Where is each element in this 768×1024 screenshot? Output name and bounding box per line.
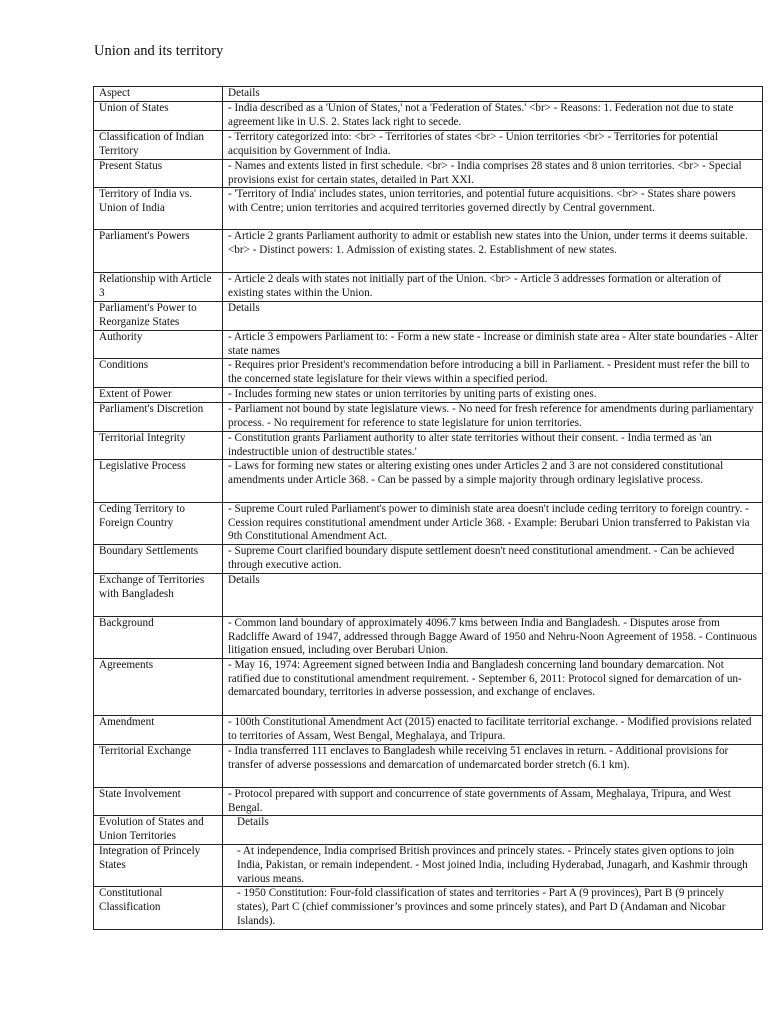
table-row — [94, 131, 763, 160]
cell-details: - 'Territory of India' includes states, union territories, and potential future acquisitions. <br> - States share powers with Centre; union territories and acquired territories governed directly by Central government. — [223, 188, 763, 230]
cell-aspect: Legislative Process — [94, 460, 223, 503]
cell-details: - Names and extents listed in first schedule. <br> - India comprises 28 states and 8 union territories. <br> - Special provisions exist for certain states, detailed in Part XXI. — [223, 160, 763, 188]
cell-details: - May 16, 1974: Agreement signed between India and Bangladesh concerning land boundary demarcation. Not ratified due to constitutional amendment requirement. - September 6, 2011: Protocol signed for demarcation of un-demarcated boundary, territories in adverse possession, and exchange of enclaves. — [223, 659, 763, 716]
cell-details: - India transferred 111 enclaves to Bangladesh while receiving 51 enclaves in return. - Additional provisions for transfer of adverse possessions and demarcation of undemarcated border stretch (6.1 km). — [223, 745, 763, 788]
table-row — [94, 545, 763, 574]
table-row — [94, 431, 763, 459]
section-header-row — [94, 302, 763, 331]
cell-details: - Supreme Court ruled Parliament's power to diminish state area doesn't include ceding territory to foreign country. - Cession requires constitutional amendment under Article 368. - Example: Berubari Union transferred to Pakistan via 9th Constitutional Amendment Act. — [223, 503, 763, 545]
table-row — [94, 887, 763, 930]
table-row — [94, 102, 763, 131]
cell-aspect: Ceding Territory to Foreign Country — [94, 503, 223, 545]
cell-aspect: Present Status — [94, 160, 223, 188]
cell-aspect: Extent of Power — [94, 388, 223, 403]
table-row — [94, 230, 763, 273]
cell-aspect: Boundary Settlements — [94, 545, 223, 574]
table-row — [94, 617, 763, 659]
cell-aspect: Agreements — [94, 659, 223, 716]
cell-aspect: State Involvement — [94, 788, 223, 816]
table-row — [94, 402, 763, 431]
section-details-label: Details — [223, 816, 763, 845]
details-table — [93, 86, 763, 930]
section-title: Evolution of States and Union Territories — [94, 816, 223, 845]
cell-details: - 1950 Constitution: Four-fold classification of states and territories - Part A (9 provinces), Part B (9 princely states), Part C (chief commissioner’s provinces and some princely states), and Part D (Andaman and Nicobar Islands). — [223, 887, 763, 930]
cell-details: - Article 2 grants Parliament authority to admit or establish new states into the Union, under terms it deems suitable. <br> - Distinct powers: 1. Admission of existing states. 2. Establishment of new states. — [223, 230, 763, 273]
cell-details: - Article 3 empowers Parliament to: - Form a new state - Increase or diminish state area - Alter state boundaries - Alter state names — [223, 331, 763, 359]
table-row — [94, 273, 763, 302]
cell-details: - Territory categorized into: <br> - Territories of states <br> - Union territories <br> - Territories for potential acquisition by Government of India. — [223, 131, 763, 160]
section-title: Parliament's Power to Reorganize States — [94, 302, 223, 331]
cell-details: - Protocol prepared with support and concurrence of state governments of Assam, Meghalaya, Tripura, and West Bengal. — [223, 788, 763, 816]
table-row — [94, 160, 763, 188]
table-row — [94, 745, 763, 788]
cell-details: - At independence, India comprised British provinces and princely states. - Princely states given options to join India, Pakistan, or remain independent. - Most joined India, including Hyderabad, Junagarh, and Kashmir through various means. — [223, 845, 763, 887]
cell-details: - Parliament not bound by state legislature views. - No need for fresh reference for amendments during parliamentary process. - No requirement for reference to state legislature for union territories. — [223, 402, 763, 431]
section-title: Exchange of Territories with Bangladesh — [94, 574, 223, 617]
cell-aspect: Integration of Princely States — [94, 845, 223, 887]
cell-details: - Common land boundary of approximately 4096.7 kms between India and Bangladesh. - Disputes arose from Radcliffe Award of 1947, addressed through Bagge Award of 1950 and Nehru-Noon Agreement of 1958. - Continuous litigation ensued, including over Berubari Union. — [223, 617, 763, 659]
cell-details: - Constitution grants Parliament authority to alter state territories without their consent. - India termed as 'an indestructible union of destructible states.' — [223, 431, 763, 459]
column-header-details: Details — [223, 87, 763, 102]
cell-aspect: Relationship with Article 3 — [94, 273, 223, 302]
table-row — [94, 388, 763, 403]
cell-details: - Laws for forming new states or altering existing ones under Articles 2 and 3 are not considered constitutional amendments under Article 368. - Can be passed by a simple majority through ordinary legislative process. — [223, 460, 763, 503]
cell-aspect: Parliament's Discretion — [94, 402, 223, 431]
section-details-label: Details — [223, 302, 763, 331]
cell-details: - Supreme Court clarified boundary dispute settlement doesn't need constitutional amendment. - Can be achieved through executive action. — [223, 545, 763, 574]
table-row — [94, 188, 763, 230]
table-row — [94, 845, 763, 887]
cell-aspect: Conditions — [94, 359, 223, 388]
table-row — [94, 460, 763, 503]
page-title: Union and its territory — [94, 43, 224, 59]
cell-aspect: Authority — [94, 331, 223, 359]
cell-aspect: Classification of Indian Territory — [94, 131, 223, 160]
section-details-label: Details — [223, 574, 763, 617]
section-header-row — [94, 816, 763, 845]
cell-aspect: Background — [94, 617, 223, 659]
table-row — [94, 659, 763, 716]
cell-aspect: Parliament's Powers — [94, 230, 223, 273]
table-row — [94, 716, 763, 745]
cell-details: - Includes forming new states or union territories by uniting parts of existing ones. — [223, 388, 763, 403]
table-row — [94, 331, 763, 359]
cell-details: - India described as a 'Union of States,' not a 'Federation of States.' <br> - Reasons: 1. Federation not due to state agreement like in U.S. 2. States lack right to secede. — [223, 102, 763, 131]
cell-aspect: Amendment — [94, 716, 223, 745]
cell-aspect: Union of States — [94, 102, 223, 131]
cell-details: - Article 2 deals with states not initially part of the Union. <br> - Article 3 addresses formation or alteration of existing states within the Union. — [223, 273, 763, 302]
table-header-row — [94, 87, 763, 102]
table-row — [94, 359, 763, 388]
cell-aspect: Constitutional Classification — [94, 887, 223, 930]
column-header-aspect: Aspect — [94, 87, 223, 102]
cell-details: - Requires prior President's recommendation before introducing a bill in Parliament. - President must refer the bill to the concerned state legislature for their views within a specified period. — [223, 359, 763, 388]
table-row — [94, 788, 763, 816]
section-header-row — [94, 574, 763, 617]
cell-aspect: Territory of India vs. Union of India — [94, 188, 223, 230]
cell-aspect: Territorial Exchange — [94, 745, 223, 788]
table-row — [94, 503, 763, 545]
cell-details: - 100th Constitutional Amendment Act (2015) enacted to facilitate territorial exchange. - Modified provisions related to territories of Assam, West Bengal, Meghalaya, and Tripura. — [223, 716, 763, 745]
cell-aspect: Territorial Integrity — [94, 431, 223, 459]
